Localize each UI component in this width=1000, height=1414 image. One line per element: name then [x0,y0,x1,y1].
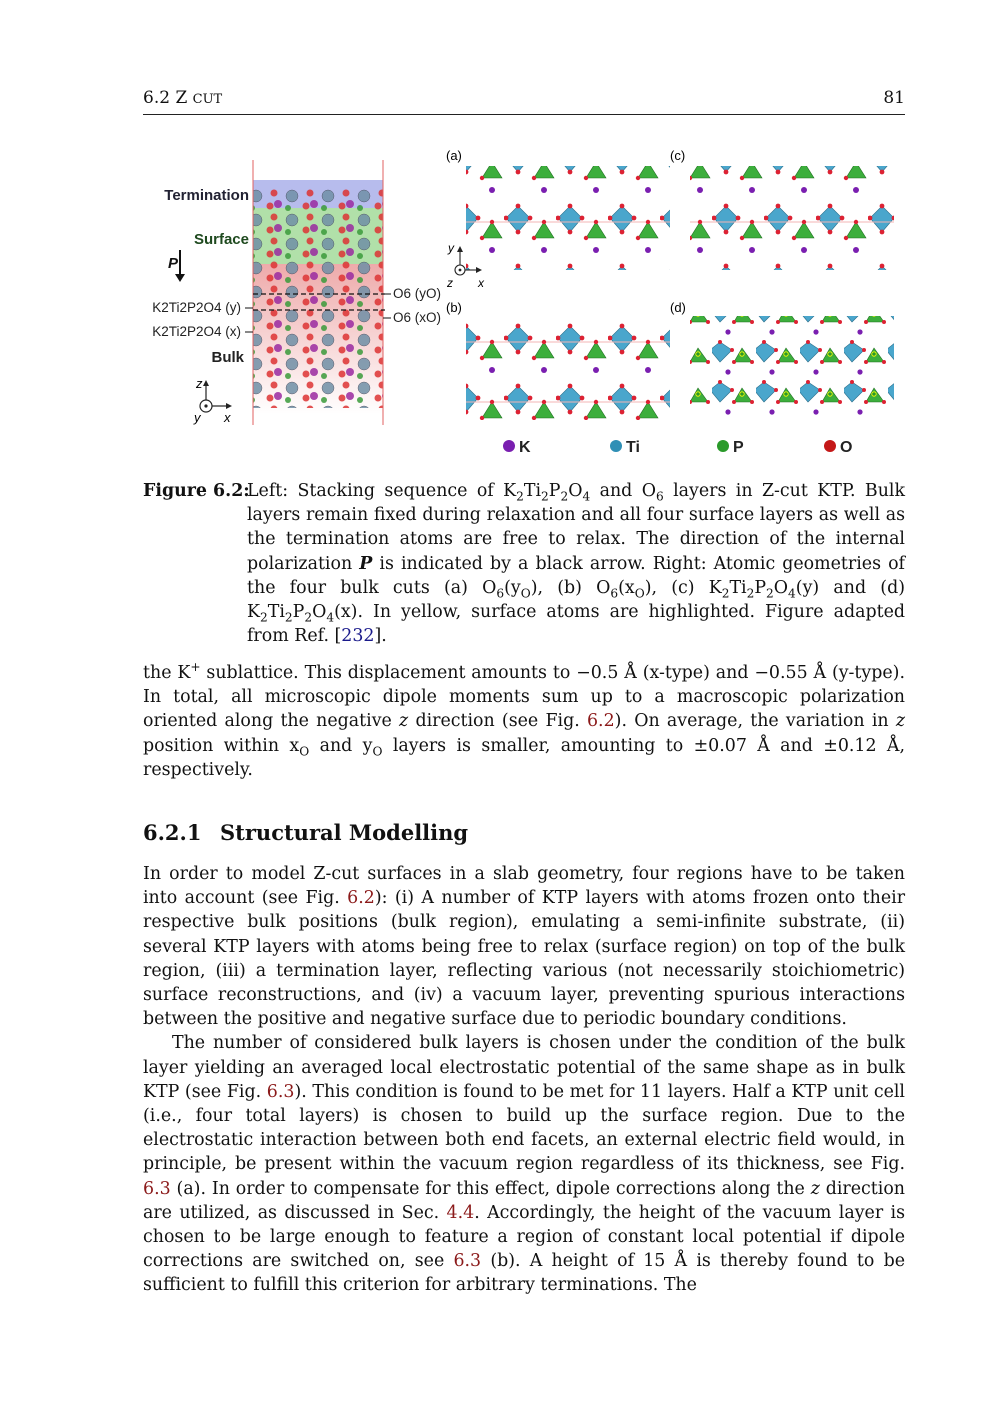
section-number: 6.2.1 [143,820,202,845]
paragraph-polarization: the K+ sublattice. This displacement amounts to −0.5 Å (x-type) and −0.55 Å (y-type). In total, all microscopic dipole moments sum up to a macroscopic polarization oriented along the negative z direction (see Fig. 6.2). On average, the variation in z position within $x_O$ and $y_O$ layers is smaller, amounting to ±0.07 Å and ±0.12 Å, respectively. [143,660,905,780]
figure-caption [143,479,905,648]
polarization-label: P [168,255,179,272]
left-panel-stacking [152,160,441,425]
bulk-label: Bulk [211,349,244,366]
svg-text:z: z [447,276,453,290]
svg-text:K: K [519,439,531,456]
section-heading [143,820,468,845]
header-section: 6.2 Z CUT [143,88,223,108]
legend-k [503,439,531,456]
legend-ti [610,439,640,456]
svg-text:O: O [840,439,853,456]
figure-ref-link[interactable]: 6.3 [453,1251,482,1272]
svg-text:(c): (c) [670,148,686,163]
legend [503,439,852,456]
layer-label-k2ti2p2o4-y: K2Ti2P2O4 (y) [152,300,241,315]
svg-text:Ti: Ti [626,439,640,456]
svg-text:x: x [478,276,484,290]
svg-text:y: y [194,410,201,425]
caption-label: Figure 6.2: [143,481,250,501]
svg-text:(d): (d) [670,300,686,315]
panel-b [446,300,670,420]
svg-text:(a): (a) [446,148,462,163]
legend-o [824,439,852,456]
caption-text: Left: Stacking sequence of $K_2Ti_2P_2O_4$ and $O_6$ layers in Z-cut KTP. Bulk layers remain fixed during relaxation and all four surface layers as well as the termination atoms are free to relax. The direction of the internal polarization P is indicated by a black arrow. Right: Atomic geometries of the four bulk cuts (a) $O_6(y_O)$, (b) $O_6(x_O)$, (c) $K_2Ti_2P_2O_4(y)$ and (d) $K_2Ti_2P_2O_4(x)$. In yellow, surface atoms are highlighted. Figure adapted from Ref. [232]. [247,481,906,647]
svg-text:x: x [224,410,231,425]
panel-a [446,148,670,270]
figure-ref-link[interactable]: 6.2 [347,888,375,909]
svg-text:(b): (b) [446,300,462,315]
layer-label-k2ti2p2o4-x: K2Ti2P2O4 (x) [152,324,241,339]
panel-c [670,148,894,270]
legend-p [717,439,744,456]
citation-link[interactable]: 232 [341,626,375,647]
header-rule [143,114,905,115]
surface-label: Surface [193,231,249,248]
layer-label-o6-xo: O6 (xO) [393,310,442,325]
page-number: 81 [883,88,905,108]
axis-triad-left [193,376,232,425]
section-title: Structural Modelling [220,820,469,845]
svg-text:y: y [448,241,454,255]
termination-label: Termination [164,187,249,204]
layer-label-o6-yo: O6 (yO) [393,286,442,301]
panel-d [670,300,894,420]
section-ref-link[interactable]: 4.4 [446,1202,475,1223]
figure-ref-link[interactable]: 6.2 [586,711,615,732]
figure-ref-link[interactable]: 6.3 [266,1081,295,1102]
svg-text:P: P [733,439,744,456]
figure-ref-link[interactable]: 6.3 [143,1178,171,1199]
paragraph-modelling: In order to model Z-cut surfaces in a slab geometry, four regions have to be taken into account (see Fig. 6.2): (i) A number of KTP layers with atoms frozen onto their respective bulk positions (bulk region), emulating a semi-infinite substrate, (ii) several KTP layers with atoms being free to relax (surface region) on top of the bulk region, (iii) a termination layer, reflecting various (not necessarily stoichiometric) surface reconstructions, and (iv) a vacuum layer, preventing spurious interactions between the positive and negative surface due to periodic boundary conditions. The number of considered bulk layers is chosen under the condition of the bulk layer yielding an averaged local electrostatic potential of the same shape as in bulk KTP (see Fig. 6.3). This condition is found to be met for 11 layers. Half a KTP unit cell (i.e., four total layers) is chosen to build up the surface region. Due to the electrostatic interaction between both end facets, an external electric field would, in principle, be present within the vacuum region regardless of its thickness, see Fig. 6.3 (a). In order to compensate for this effect, dipole corrections along the z direction are utilized, as discussed in Sec. 4.4. Accordingly, the height of the vacuum layer is chosen to be large enough to feature a region of constant local potential if dipole corrections are switched on, see 6.3 (b). A height of 15 Å is thereby found to be sufficient to fulfill this criterion for arbitrary terminations. The [143,864,906,1296]
figure-6-2 [140,140,905,470]
svg-text:z: z [196,376,203,391]
